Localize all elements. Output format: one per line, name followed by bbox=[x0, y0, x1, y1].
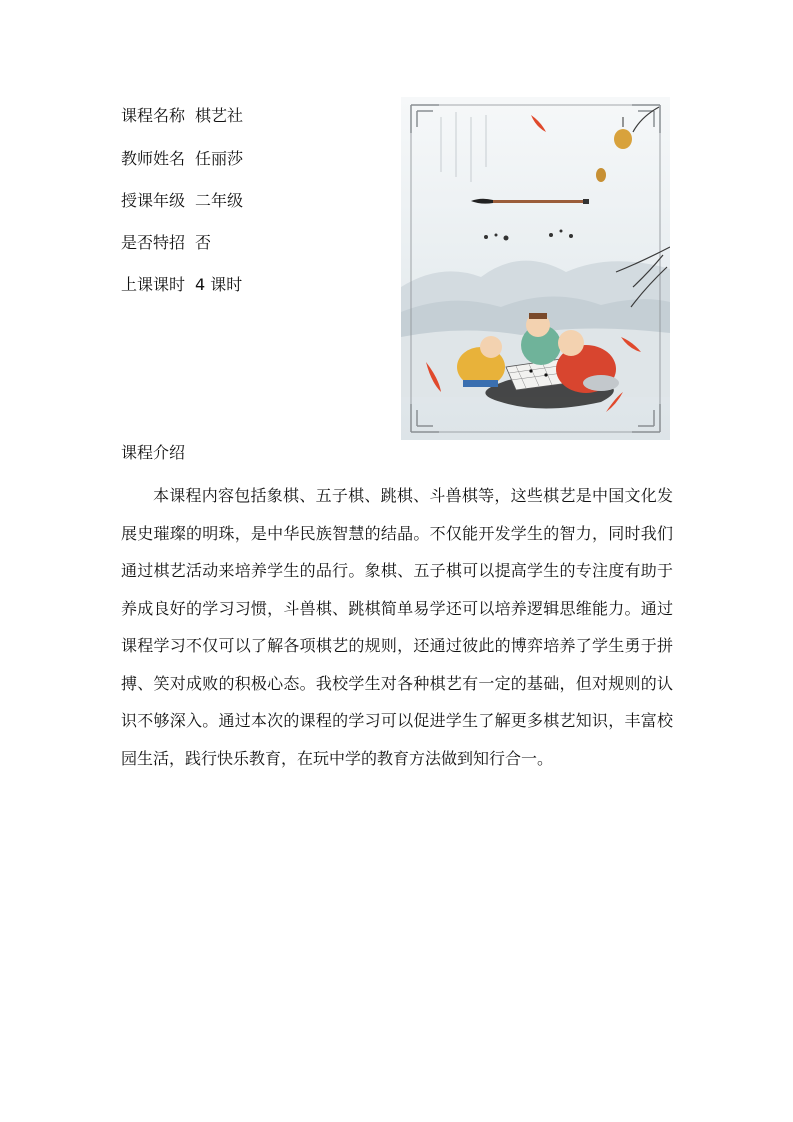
course-name-label: 课程名称 bbox=[121, 106, 186, 125]
chess-children-illustration bbox=[401, 97, 670, 440]
special-recruit-label: 是否特招 bbox=[121, 233, 186, 252]
course-intro-heading: 课程介绍 bbox=[121, 443, 186, 462]
grade-value: 二年级 bbox=[195, 191, 244, 210]
course-intro-body bbox=[121, 477, 673, 777]
special-recruit-value: 否 bbox=[195, 233, 212, 252]
class-hours-value: 4 课时 bbox=[195, 275, 243, 294]
course-name-row bbox=[121, 106, 243, 126]
grade-label: 授课年级 bbox=[121, 191, 186, 210]
course-intro-paragraph: 本课程内容包括象棋、五子棋、跳棋、斗兽棋等，这些棋艺是中国文化发展史璀璨的明珠，是中华民族智慧的结晶。不仅能开发学生的智力，同时我们通过棋艺活动来培养学生的品行。象棋、五子棋可以提高学生的专注度有助于养成良好的学习习惯，斗兽棋、跳棋简单易学还可以培养逻辑思维能力。通过课程学习不仅可以了解各项棋艺的规则，还通过彼此的博弈培养了学生勇于拼搏、笑对成败的积极心态。我校学生对各种棋艺有一定的基础，但对规则的认识不够深入。通过本次的课程的学习可以促进学生了解更多棋艺知识，丰富校园生活，践行快乐教育，在玩中学的教育方法做到知行合一。 bbox=[121, 486, 673, 768]
special-recruit-row bbox=[121, 233, 211, 253]
teacher-name-row bbox=[121, 149, 243, 169]
teacher-name-value: 任丽莎 bbox=[195, 149, 244, 168]
course-name-value: 棋艺社 bbox=[195, 106, 244, 125]
class-hours-row bbox=[121, 275, 242, 295]
class-hours-label: 上课课时 bbox=[121, 275, 186, 294]
grade-row bbox=[121, 191, 243, 211]
teacher-name-label: 教师姓名 bbox=[121, 149, 186, 168]
